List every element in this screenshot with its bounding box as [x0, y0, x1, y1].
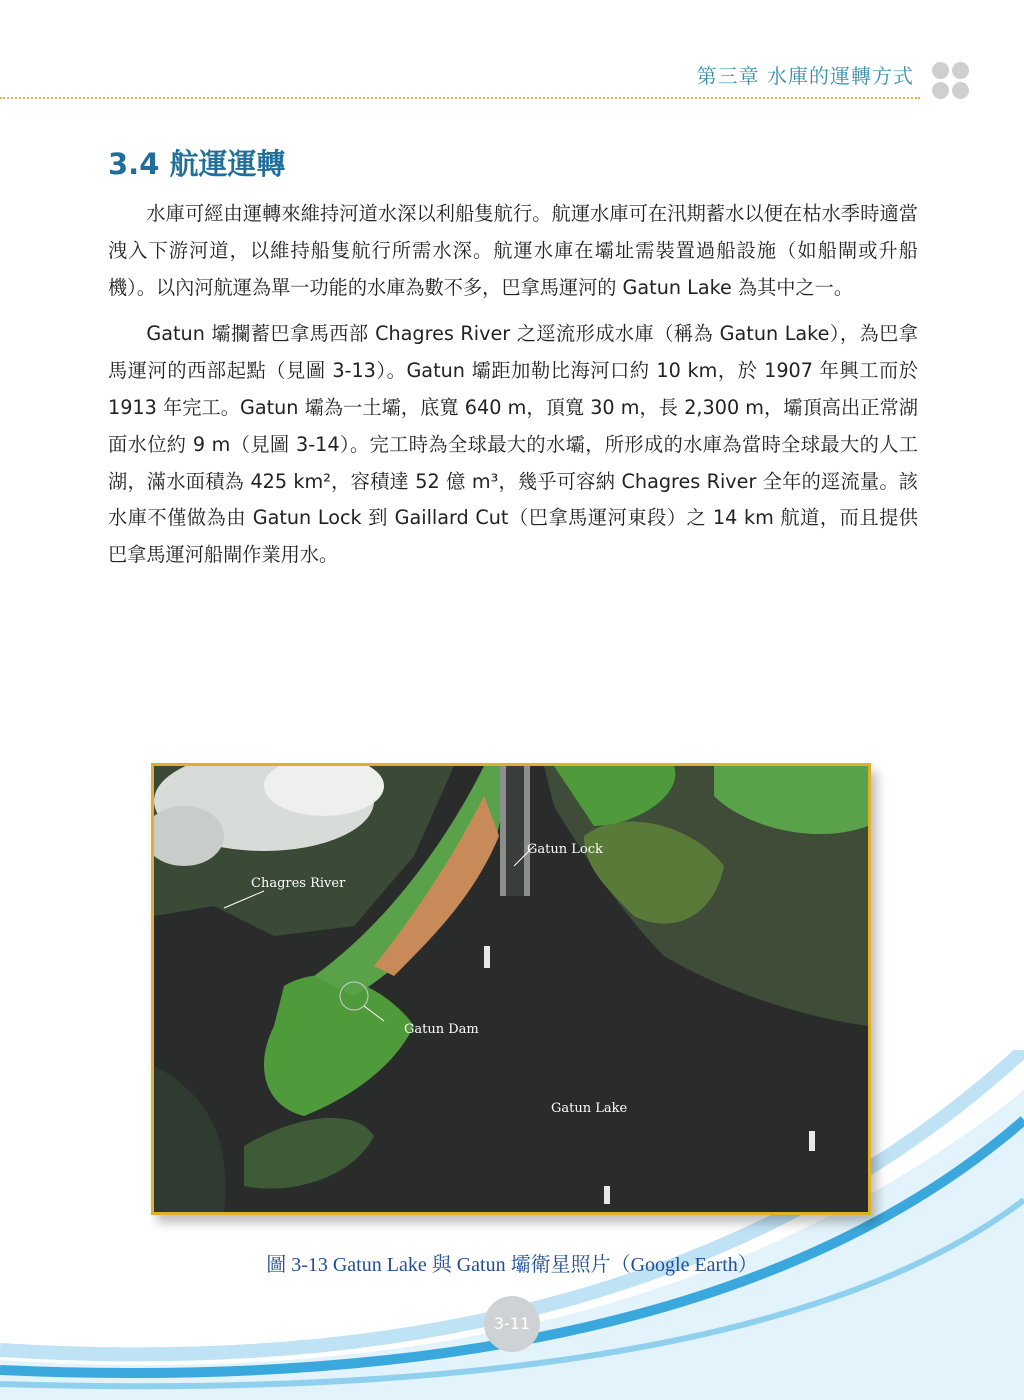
- satellite-photo-image: [154, 766, 868, 1212]
- figure-caption: 圖 3-13 Gatun Lake 與 Gatun 壩衛星照片（Google Earth）: [266, 1254, 758, 1276]
- body-text: [108, 196, 918, 584]
- chapter-header-title: 第三章 水庫的運轉方式: [696, 64, 914, 88]
- label-chagres-river: Chagres River: [251, 876, 346, 891]
- satellite-photo-figure: [151, 763, 871, 1215]
- label-gatun-lake: Gatun Lake: [551, 1101, 628, 1116]
- paragraph: 水庫可經由運轉來維持河道水深以利船隻航行。航運水庫可在汛期蓄水以便在枯水季時適當洩入下游河道，以維持船隻航行所需水深。航運水庫在壩址需裝置過船設施（如船閘或升船機）。以內河航運為單一功能的水庫為數不多，巴拿馬運河的 Gatun Lake 為其中之一。: [108, 202, 918, 299]
- page-number: 3-11: [484, 1296, 540, 1352]
- header-dotted-rule: [0, 97, 920, 99]
- header-dots-decoration: [932, 62, 972, 102]
- section-heading: 3.4 航運運轉: [108, 147, 286, 181]
- paragraph: Gatun 壩攔蓄巴拿馬西部 Chagres River 之逕流形成水庫（稱為 Gatun Lake），為巴拿馬運河的西部起點（見圖 3-13）。Gatun 壩距加勒比海河口約 10 km，於 1907 年興工而於 1913 年完工。Gatun 壩為一土壩，底寬 640 m，頂寬 30 m，長 2,300 m，壩頂高出正常湖面水位約 9 m（見圖 3-14）。完工時為全球最大的水壩，所形成的水庫為當時全球最大的人工湖，滿水面積為 425 km²，容積達 52 億 m³，幾乎可容納 Chagres River 全年的逕流量。該水庫不僅做為由 Gatun Lock 到 Gaillard Cut（巴拿馬運河東段）之 14 km 航道，而且提供巴拿馬運河船閘作業用水。: [108, 322, 918, 567]
- label-gatun-dam: Gatun Dam: [404, 1022, 479, 1037]
- label-gatun-lock: Gatun Lock: [527, 842, 603, 857]
